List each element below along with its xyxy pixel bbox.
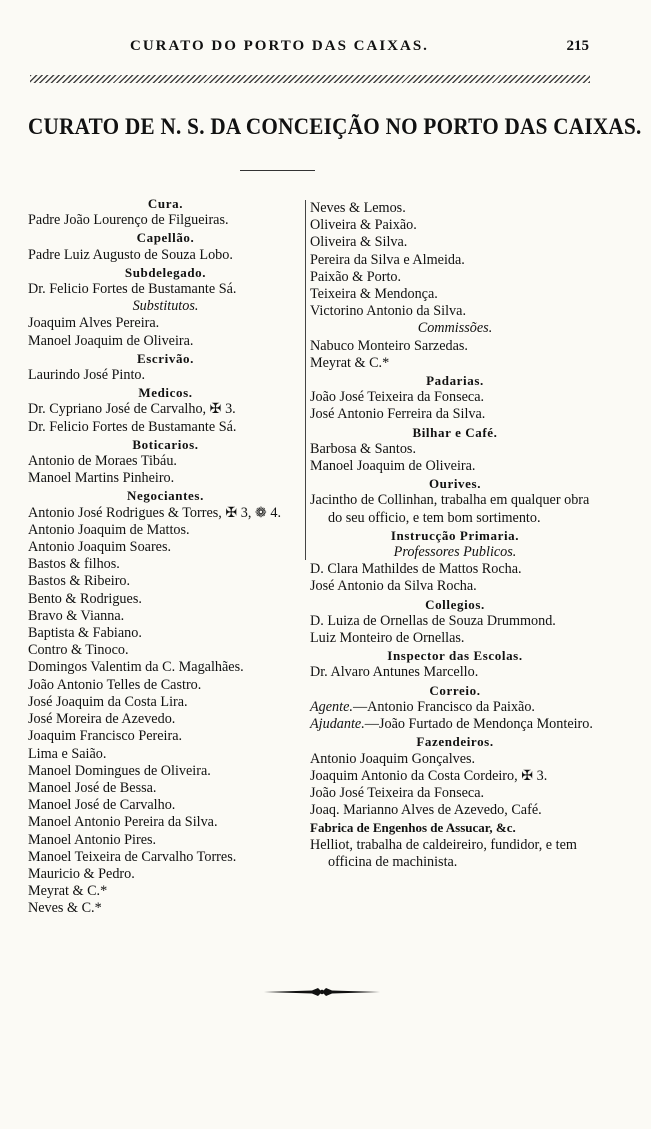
list-entry: Antonio José Rodrigues & Torres, ✠ 3, ❁ 4. [28,504,282,521]
list-entry: Joaquim Francisco Pereira. [28,728,183,745]
section-heading: Boticarios. [132,436,199,452]
role-entry [310,699,600,716]
section-heading: Instrucção Primaria. [390,527,520,543]
list-entry: Manoel Joaquim de Oliveira. [310,458,476,475]
role-entry [310,716,600,733]
section-heading: Padarias. [426,373,484,389]
end-ornament [262,985,382,999]
list-entry: D. Clara Mathildes de Mattos Rocha. [310,561,522,578]
list-entry: Joaquim Alves Pereira. [28,315,160,332]
list-entry: Teixeira & Mendonça. [310,286,438,303]
list-entry: Neves & Lemos. [310,200,406,216]
right-column [310,200,600,871]
role-label: Agente. [310,698,353,715]
section-heading: Escrivão. [136,350,195,366]
list-entry: Laurindo José Pinto. [28,367,146,384]
list-entry: Manoel Domingues de Oliveira. [28,762,211,779]
list-entry: Dr. Alvaro Antunes Marcello. [310,664,479,681]
list-entry: Bento & Rodrigues. [28,590,142,607]
list-entry: Dr. Felicio Fortes de Bustamante Sá. [28,418,237,435]
list-entry: Antonio de Moraes Tibáu. [28,453,177,470]
list-entry: Bravo & Vianna. [28,607,125,624]
page-title: CURATO DE N. S. DA CONCEIÇÃO NO PORTO DAS CAIXAS. [28,114,642,139]
list-entry: Domingos Valentim da C. Magalhães. [28,659,244,676]
list-entry: Pereira da Silva e Almeida. [310,251,465,268]
list-entry: João Antonio Telles de Castro. [28,676,202,693]
list-entry: Joaquim Antonio da Costa Cordeiro, ✠ 3. [310,767,548,784]
section-heading: Subdelegado. [124,264,207,280]
list-entry: João José Teixeira da Fonseca. [310,389,485,406]
list-entry: Jacintho de Collinhan, trabalha em qualquer obra do seu officio, e tem bom sortimento. [310,492,590,526]
section-heading: Medicos. [138,385,193,401]
list-entry: Manoel Antonio Pereira da Silva. [28,814,218,831]
list-entry: José Antonio Ferreira da Silva. [310,406,486,423]
list-entry: Antonio Joaquim Soares. [28,539,172,556]
subsection-heading: Substitutos. [132,298,199,315]
list-entry: Manoel Antonio Pires. [28,831,157,848]
list-entry: Helliot, trabalha de caldeireiro, fundidor, e tem officina de machinista. [310,836,577,870]
list-entry: Mauricio & Pedro. [28,865,135,882]
list-entry: Antonio Joaquim de Mattos. [28,521,190,538]
list-entry: Manoel Teixeira de Carvalho Torres. [28,848,237,865]
list-entry: Padre Luiz Augusto de Souza Lobo. [28,246,233,263]
list-entry: Oliveira & Paixão. [310,217,417,234]
running-title: CURATO DO PORTO DAS CAIXAS. [130,38,429,54]
list-entry: Manoel Martins Pinheiro. [28,470,175,487]
list-entry: João José Teixeira da Fonseca. [310,784,485,801]
list-entry: Dr. Felicio Fortes de Bustamante Sá. [28,281,237,298]
section-heading: Bilhar e Café. [412,424,498,440]
section-heading: Inspector das Escolas. [387,648,523,664]
list-entry: Manoel José de Carvalho. [28,797,176,814]
subsection-heading: Professores Publicos. [393,544,517,561]
list-entry: Paixão & Porto. [310,268,402,285]
list-entry: Bastos & Ribeiro. [28,573,131,590]
ornamental-rule [30,75,590,83]
section-heading: Fazendeiros. [416,734,494,750]
list-entry: Manoel Joaquim de Oliveira. [28,332,194,349]
role-holder: —Antonio Francisco da Paixão. [352,698,535,715]
list-entry: Neves & C.* [28,900,102,917]
list-entry: Oliveira & Silva. [310,234,408,251]
list-entry: Lima e Saião. [28,745,107,762]
list-entry: Joaq. Marianno Alves de Azevedo, Café. [310,802,542,819]
list-entry: Bastos & filhos. [28,556,120,573]
list-entry: Barbosa & Santos. [310,440,417,457]
list-entry: Antonio Joaquim Gonçalves. [310,750,476,767]
left-column [28,195,303,918]
role-label: Ajudante. [310,716,365,733]
section-heading: Capellão. [136,230,195,246]
page-number: 215 [566,38,589,54]
column-divider [305,200,306,560]
section-heading: Ourives. [428,476,482,492]
list-entry: Manoel José de Bessa. [28,779,157,796]
section-heading: Negociantes. [127,488,204,504]
list-entry: Meyrat & C.* [28,883,108,900]
section-heading: Fabrica de Engenhos de Assucar, &c. [310,820,516,836]
list-entry: Victorino Antonio da Silva. [310,303,466,320]
list-entry: José Moreira de Azevedo. [28,711,176,728]
title-divider [240,170,315,171]
section-heading: Collegios. [425,596,485,612]
section-heading: Cura. [147,196,184,211]
list-entry: Baptista & Fabiano. [28,625,142,642]
section-heading: Correio. [429,682,481,698]
list-entry: Padre João Lourenço de Filgueiras. [28,212,229,229]
list-entry: José Antonio da Silva Rocha. [310,578,477,595]
list-entry: José Joaquim da Costa Lira. [28,693,188,710]
role-holder: —João Furtado de Mendonça Monteiro. [364,716,593,733]
subsection-heading: Commissões. [417,320,493,337]
list-entry: Contro & Tinoco. [28,642,129,659]
list-entry: Luiz Monteiro de Ornellas. [310,630,465,647]
list-entry: Nabuco Monteiro Sarzedas. [310,337,468,354]
list-entry: Dr. Cypriano José de Carvalho, ✠ 3. [28,401,236,418]
list-entry: D. Luiza de Ornellas de Souza Drummond. [310,612,556,629]
list-entry: Meyrat & C.* [310,354,390,371]
